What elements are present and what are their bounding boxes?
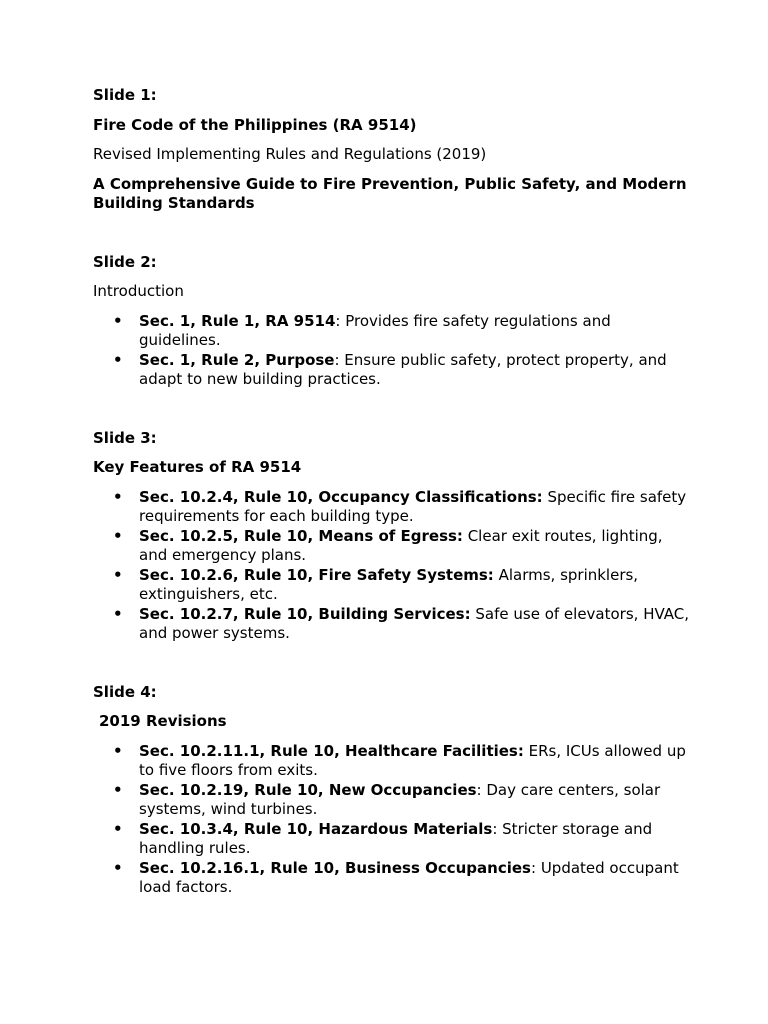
bullet-icon: •: [113, 350, 123, 369]
slide-label: Slide 4:: [93, 682, 157, 701]
bullet-list: [93, 742, 693, 898]
item-lead: Sec. 10.2.16.1, Rule 10, Business Occupancies: [139, 858, 531, 877]
list-item: [93, 488, 693, 527]
bullet-icon: •: [113, 526, 123, 545]
bullet-icon: •: [113, 311, 123, 330]
bullet-icon: •: [113, 858, 123, 877]
bullet-icon: •: [113, 565, 123, 584]
item-lead: Sec. 10.2.6, Rule 10, Fire Safety Systems:: [139, 565, 494, 584]
item-text: : Provides fire safety regulations and guidelines.: [139, 311, 611, 349]
list-item: [93, 742, 693, 781]
list-item: [93, 859, 693, 898]
slide-label: Slide 1:: [93, 86, 157, 104]
slide-3-section: [93, 429, 693, 644]
list-item: [93, 351, 693, 390]
item-text: Clear exit routes, lighting, and emergency plans.: [139, 526, 663, 564]
bullet-icon: •: [113, 780, 123, 799]
list-item: [93, 820, 693, 859]
list-item: [93, 527, 693, 566]
item-lead: Sec. 10.2.7, Rule 10, Building Services:: [139, 604, 471, 623]
item-lead: Sec. 1, Rule 2, Purpose: [139, 350, 335, 369]
list-item: [93, 566, 693, 605]
item-text: : Ensure public safety, protect property, and adapt to new building practices.: [139, 350, 667, 388]
slide-2-section: [93, 253, 693, 390]
section-heading: Key Features of RA 9514: [93, 458, 302, 476]
item-text: ERs, ICUs allowed up to five floors from exits.: [139, 741, 686, 779]
item-lead: Sec. 10.2.5, Rule 10, Means of Egress:: [139, 526, 463, 545]
document-subtitle: Revised Implementing Rules and Regulations (2019): [93, 145, 487, 163]
slide-label: Slide 3:: [93, 428, 157, 447]
slide-label: Slide 2:: [93, 252, 157, 271]
item-lead: Sec. 10.2.11.1, Rule 10, Healthcare Facilities:: [139, 741, 524, 760]
bullet-icon: •: [113, 487, 123, 506]
section-heading: Introduction: [93, 282, 184, 300]
section-heading: 2019 Revisions: [99, 712, 227, 730]
item-text: : Updated occupant load factors.: [139, 858, 679, 896]
item-text: : Day care centers, solar systems, wind turbines.: [139, 780, 661, 818]
item-lead: Sec. 1, Rule 1, RA 9514: [139, 311, 336, 330]
bullet-list: [93, 488, 693, 644]
item-text: Alarms, sprinklers, extinguishers, etc.: [139, 565, 639, 603]
document-page: [93, 86, 693, 898]
item-text: : Stricter storage and handling rules.: [139, 819, 653, 857]
list-item: [93, 312, 693, 351]
bullet-list: [93, 312, 693, 390]
slide-1-section: [93, 86, 693, 214]
document-title: Fire Code of the Philippines (RA 9514): [93, 115, 417, 134]
item-text: Safe use of elevators, HVAC, and power systems.: [139, 604, 690, 642]
document-tagline: A Comprehensive Guide to Fire Prevention, Public Safety, and Modern Building Standards: [93, 174, 687, 212]
slide-4-section: [93, 683, 693, 898]
item-text: Specific fire safety requirements for each building type.: [139, 487, 687, 525]
bullet-icon: •: [113, 741, 123, 760]
item-lead: Sec. 10.2.19, Rule 10, New Occupancies: [139, 780, 477, 799]
list-item: [93, 605, 693, 644]
list-item: [93, 781, 693, 820]
item-lead: Sec. 10.2.4, Rule 10, Occupancy Classifications:: [139, 487, 543, 506]
bullet-icon: •: [113, 819, 123, 838]
item-lead: Sec. 10.3.4, Rule 10, Hazardous Materials: [139, 819, 493, 838]
bullet-icon: •: [113, 604, 123, 623]
